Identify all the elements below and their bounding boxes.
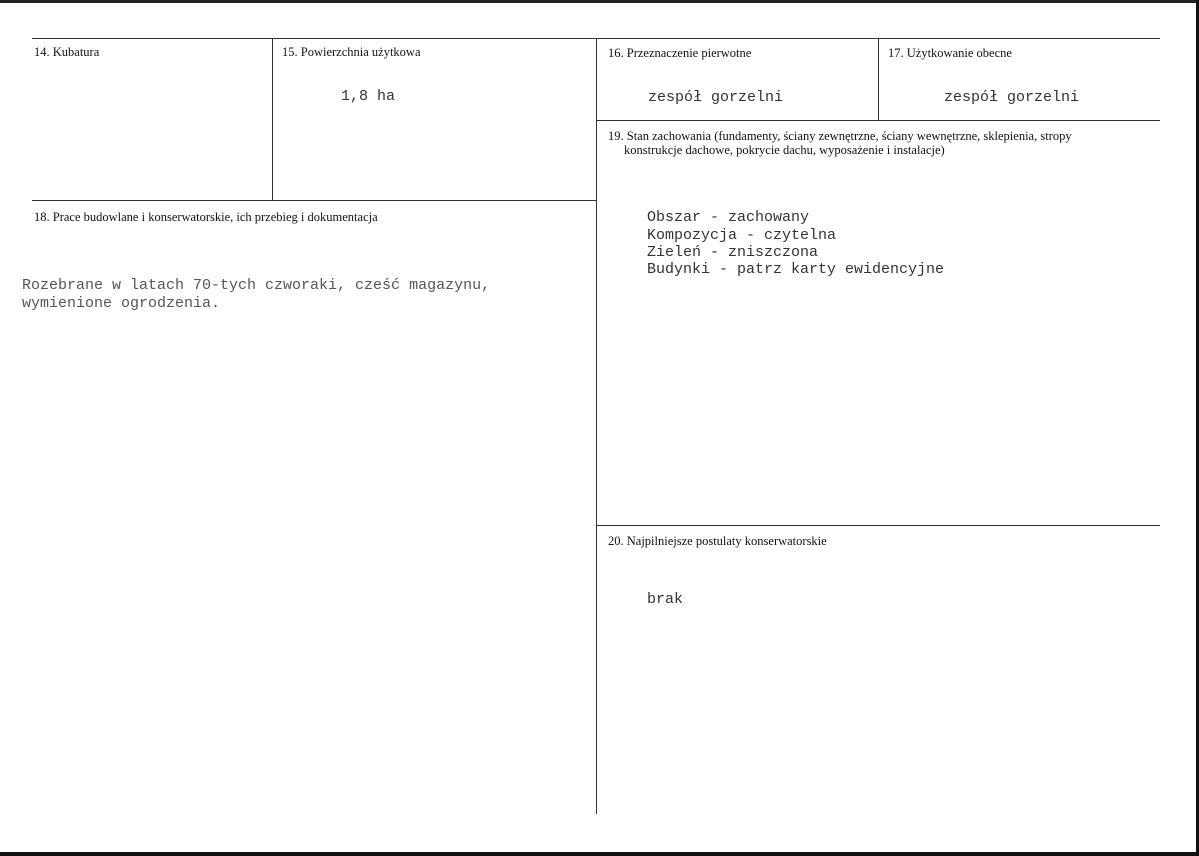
field-14-label: 14. Kubatura [34, 45, 100, 59]
field-17-label: 17. Użytkowanie obecne [888, 46, 1012, 60]
field-18-line-2: wymienione ogrodzenia. [22, 295, 221, 312]
field-18-label: 18. Prace budowlane i konserwatorskie, ich przebieg i dokumentacja [34, 210, 378, 224]
form-rule-row1-left [32, 200, 596, 201]
form-rule-row2-right [596, 525, 1160, 526]
form-divider-16-17 [878, 38, 879, 120]
form-rule-row1-right [596, 120, 1160, 121]
field-19-label-line2: konstrukcje dachowe, pokrycie dachu, wyposażenie i instalacje) [624, 143, 945, 157]
field-18-line-1: Rozebrane w latach 70-tych czworaki, cześć magazynu, [22, 277, 491, 294]
field-20-value: brak [647, 591, 684, 608]
field-15-value: 1,8 ha [341, 88, 396, 105]
scan-edge-bottom [0, 852, 1199, 856]
field-16-value: zespół gorzelni [648, 89, 784, 106]
field-19-line-1: Obszar - zachowany [647, 209, 810, 226]
field-19-line-3: Zieleń - zniszczona [647, 244, 819, 261]
field-15-label: 15. Powierzchnia użytkowa [282, 45, 421, 59]
field-17-value: zespół gorzelni [944, 89, 1080, 106]
field-16-label: 16. Przeznaczenie pierwotne [608, 46, 752, 60]
field-20-label: 20. Najpilniejsze postulaty konserwatorskie [608, 534, 827, 548]
form-divider-14-15 [272, 38, 273, 200]
field-19-label-line1: 19. Stan zachowania (fundamenty, ściany zewnętrzne, ściany wewnętrzne, sklepienia, stropy [608, 129, 1072, 143]
scan-edge-top [0, 0, 1199, 3]
field-19-line-4: Budynki - patrz karty ewidencyjne [647, 261, 945, 278]
field-19-line-2: Kompozycja - czytelna [647, 227, 837, 244]
form-divider-center [596, 38, 597, 814]
